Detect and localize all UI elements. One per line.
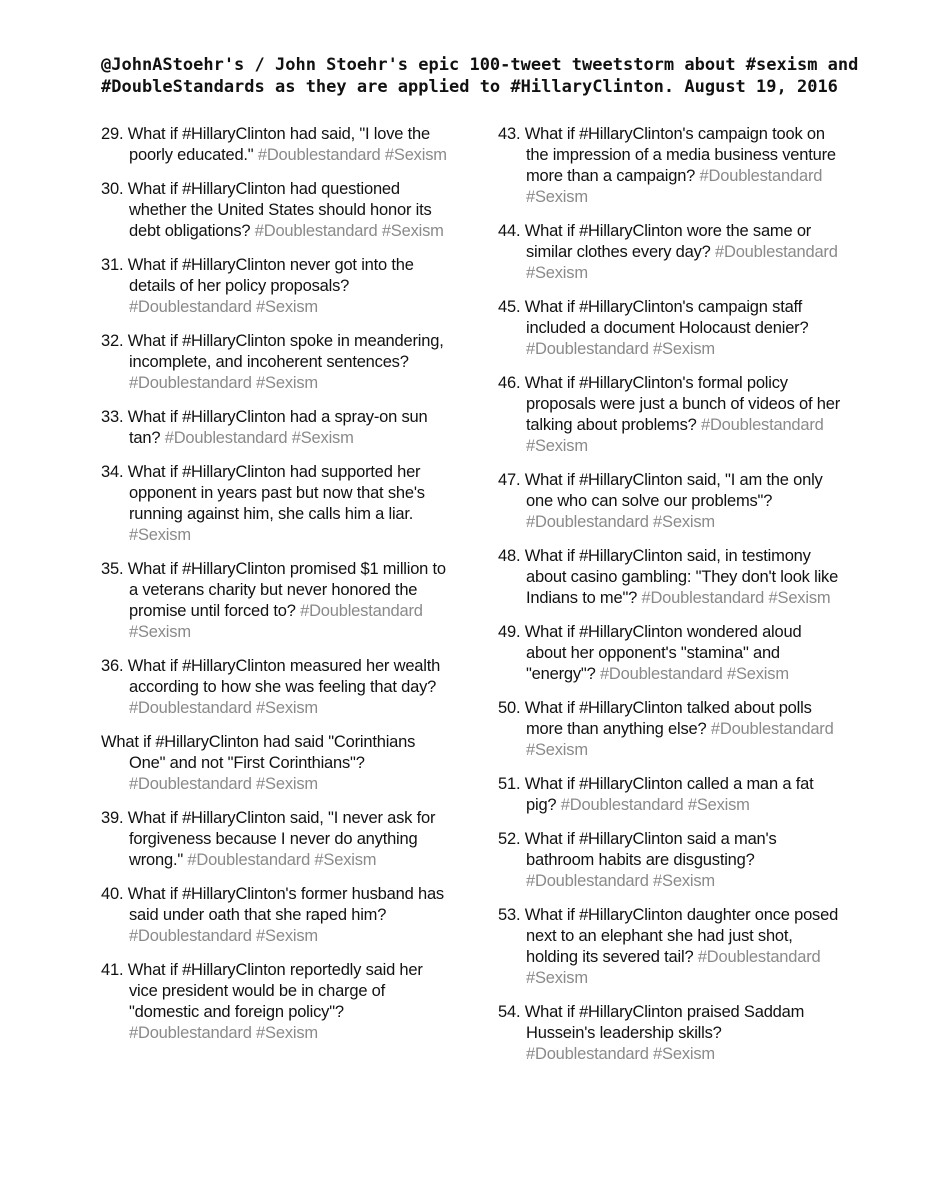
list-item <box>498 221 843 284</box>
hashtags: #Doublestandard #Sexism <box>526 416 824 455</box>
item-number: 39. <box>101 809 124 827</box>
item-number: 36. <box>101 657 124 675</box>
hashtags: #Doublestandard #Sexism <box>129 775 318 793</box>
item-number: 41. <box>101 961 124 979</box>
item-text: What if #HillaryClinton had questioned whether the United States should honor its debt obligations? <box>127 180 432 240</box>
item-text: What if #HillaryClinton wore the same or similar clothes every day? <box>524 222 812 261</box>
right-column <box>498 124 843 1078</box>
list-item <box>498 905 843 989</box>
item-text: What if #HillaryClinton said, in testimony about casino gambling: "They don't look like Indians to me"? <box>524 547 839 607</box>
list-item <box>498 698 843 761</box>
list-item <box>498 774 843 816</box>
hashtags: #Doublestandard #Sexism <box>526 513 715 531</box>
item-number: 31. <box>101 256 124 274</box>
hashtags: #Doublestandard #Sexism <box>129 602 423 641</box>
item-number: 46. <box>498 374 521 392</box>
list-item <box>101 462 451 546</box>
hashtags: #Doublestandard #Sexism <box>526 1045 715 1063</box>
item-number: 54. <box>498 1003 521 1021</box>
list-item <box>101 331 451 394</box>
hashtags: #Sexism <box>129 526 191 544</box>
hashtags: #Doublestandard #Sexism <box>526 872 715 890</box>
hashtags: #Doublestandard #Sexism <box>129 699 318 717</box>
item-number: 33. <box>101 408 124 426</box>
item-text: What if #HillaryClinton had said, "I love the poorly educated." <box>127 125 430 164</box>
item-number: 48. <box>498 547 521 565</box>
item-text: What if #HillaryClinton praised Saddam Hussein's leadership skills? <box>524 1003 805 1042</box>
list-item <box>498 1002 843 1065</box>
item-text: What if #HillaryClinton never got into the details of her policy proposals? <box>127 256 414 295</box>
hashtags: #Doublestandard #Sexism <box>526 948 821 987</box>
hashtags: #Doublestandard #Sexism <box>599 665 789 683</box>
hashtags: #Doublestandard #Sexism <box>641 589 831 607</box>
hashtags: #Doublestandard #Sexism <box>560 796 750 814</box>
list-item <box>101 656 451 719</box>
item-text: What if #HillaryClinton had a spray-on sun tan? <box>127 408 428 447</box>
list-item <box>498 124 843 208</box>
list-item <box>101 808 451 871</box>
list-item <box>101 559 451 643</box>
item-text: What if #HillaryClinton had supported her opponent in years past but now that she's running against him, she calls him a liar. <box>127 463 425 523</box>
hashtags: #Doublestandard #Sexism <box>526 243 838 282</box>
item-number: 51. <box>498 775 521 793</box>
hashtags: #Doublestandard #Sexism <box>526 167 823 206</box>
item-number: 45. <box>498 298 521 316</box>
list-item <box>101 255 451 318</box>
item-text: What if #HillaryClinton measured her wealth according to how she was feeling that day? <box>127 657 441 696</box>
item-text: What if #HillaryClinton's former husband has said under oath that she raped him? <box>127 885 444 924</box>
list-item <box>498 546 843 609</box>
list-item <box>498 373 843 457</box>
hashtags: #Doublestandard #Sexism <box>129 1024 318 1042</box>
item-text: What if #HillaryClinton reportedly said her vice president would be in charge of "domestic and foreign policy"? <box>127 961 423 1021</box>
list-item <box>101 124 451 166</box>
list-item <box>101 407 451 449</box>
item-text: What if #HillaryClinton had said "Corinthians One" and not "First Corinthians"? <box>101 733 416 772</box>
hashtags: #Doublestandard #Sexism <box>526 720 834 759</box>
item-text: What if #HillaryClinton wondered aloud about her opponent's "stamina" and "energy"? <box>524 623 802 683</box>
hashtags: #Doublestandard #Sexism <box>526 340 715 358</box>
item-number: 44. <box>498 222 521 240</box>
item-number: 49. <box>498 623 521 641</box>
item-number: 35. <box>101 560 124 578</box>
list-item <box>498 829 843 892</box>
hashtags: #Doublestandard #Sexism <box>129 927 318 945</box>
item-text: What if #HillaryClinton said, "I never ask for forgiveness because I never do anything wrong." <box>127 809 436 869</box>
hashtags: #Doublestandard #Sexism <box>164 429 354 447</box>
item-text: What if #HillaryClinton's formal policy proposals were just a bunch of videos of her talking about problems? <box>524 374 841 434</box>
list-item <box>101 960 451 1044</box>
page-title: @JohnAStoehr's / John Stoehr's epic 100-tweet tweetstorm about #sexism and #DoubleStandards as they are applied to #HillaryClinton. August 19, 2016 <box>101 55 859 97</box>
list-item <box>498 470 843 533</box>
hashtags: #Doublestandard #Sexism <box>257 146 447 164</box>
item-text: What if #HillaryClinton talked about polls more than anything else? <box>524 699 812 738</box>
list-item <box>498 297 843 360</box>
list-item <box>101 179 451 242</box>
item-number: 34. <box>101 463 124 481</box>
item-text: What if #HillaryClinton daughter once posed next to an elephant she had just shot, holding its severed tail? <box>524 906 839 966</box>
item-number: 47. <box>498 471 521 489</box>
item-text: What if #HillaryClinton said a man's bathroom habits are disgusting? <box>524 830 777 869</box>
item-number: 43. <box>498 125 521 143</box>
list-item <box>498 622 843 685</box>
hashtags: #Doublestandard #Sexism <box>254 222 444 240</box>
list-item <box>101 884 451 947</box>
item-text: What if #HillaryClinton said, "I am the only one who can solve our problems"? <box>524 471 823 510</box>
item-number: 40. <box>101 885 124 903</box>
item-number: 29. <box>101 125 124 143</box>
hashtags: #Doublestandard #Sexism <box>129 374 318 392</box>
hashtags: #Doublestandard #Sexism <box>129 298 318 316</box>
list-item <box>101 732 451 795</box>
item-text: What if #HillaryClinton promised $1 million to a veterans charity but never honored the promise until forced to? <box>127 560 446 620</box>
item-text: What if #HillaryClinton's campaign staff included a document Holocaust denier? <box>524 298 809 337</box>
hashtags: #Doublestandard #Sexism <box>187 851 377 869</box>
item-text: What if #HillaryClinton called a man a fat pig? <box>524 775 814 814</box>
item-number: 30. <box>101 180 124 198</box>
item-text: What if #HillaryClinton's campaign took on the impression of a media business venture more than a campaign? <box>524 125 836 185</box>
item-number: 52. <box>498 830 521 848</box>
item-number: 50. <box>498 699 521 717</box>
item-text: What if #HillaryClinton spoke in meandering, incomplete, and incoherent sentences? <box>127 332 444 371</box>
item-number: 32. <box>101 332 124 350</box>
left-column <box>101 124 451 1057</box>
item-number: 53. <box>498 906 521 924</box>
